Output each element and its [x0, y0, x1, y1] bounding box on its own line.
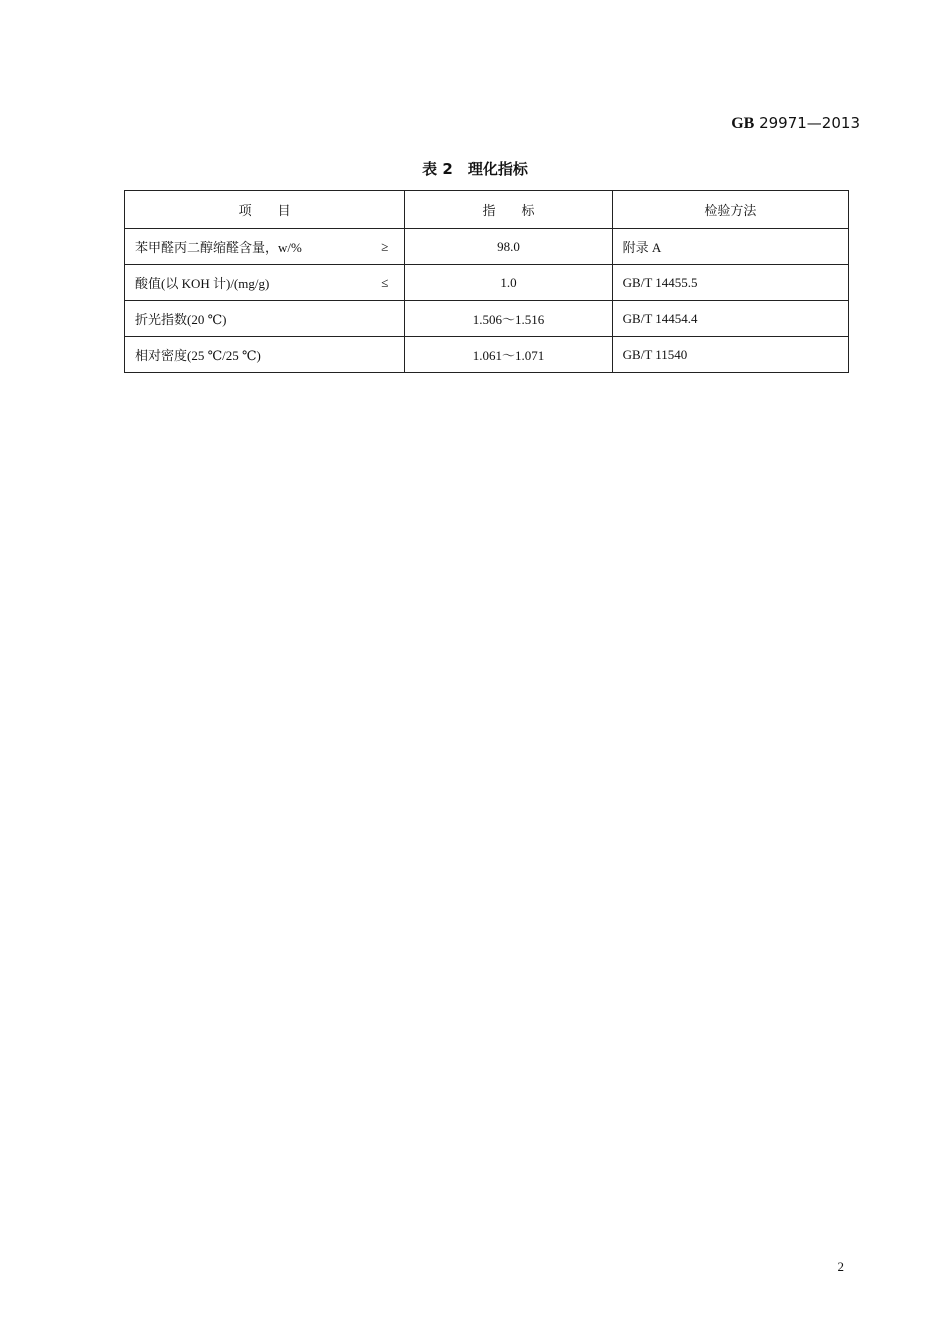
table-row	[125, 265, 849, 301]
column-header-index: 指 标	[405, 191, 612, 229]
row-method: 附录 A	[612, 229, 848, 265]
row-method: GB/T 14454.4	[612, 301, 848, 337]
row-value: 1.061～1.071	[405, 337, 612, 373]
row-limit-symbol: ≥	[381, 238, 389, 254]
row-value: 98.0	[405, 229, 612, 265]
row-limit-symbol: ≤	[381, 274, 389, 290]
row-item-cell	[125, 301, 405, 337]
row-item-cell	[125, 337, 405, 373]
table-row	[125, 337, 849, 373]
column-header-method: 检验方法	[612, 191, 848, 229]
physicochemical-table	[124, 190, 849, 373]
table-title: 表 2 理化指标	[422, 160, 528, 178]
row-item-cell	[125, 265, 405, 301]
column-header-item: 项 目	[125, 191, 405, 229]
standard-prefix: GB	[731, 115, 755, 132]
row-method: GB/T 11540	[612, 337, 848, 373]
row-item: 折光指数(20 ℃)	[135, 312, 227, 327]
standard-number: 29971—2013	[759, 114, 860, 132]
page-number: 2	[837, 1259, 844, 1274]
row-item-cell	[125, 229, 405, 265]
table-row	[125, 229, 849, 265]
row-value: 1.506～1.516	[405, 301, 612, 337]
row-value: 1.0	[405, 265, 612, 301]
row-item: 酸值(以 KOH 计)/(mg/g)	[135, 276, 270, 291]
table-row	[125, 301, 849, 337]
row-item: 相对密度(25 ℃/25 ℃)	[135, 348, 261, 363]
row-item: 苯甲醛丙二醇缩醛含量，w/%	[135, 240, 302, 255]
table-header-row	[125, 191, 849, 229]
standard-code	[731, 114, 860, 133]
row-method: GB/T 14455.5	[612, 265, 848, 301]
